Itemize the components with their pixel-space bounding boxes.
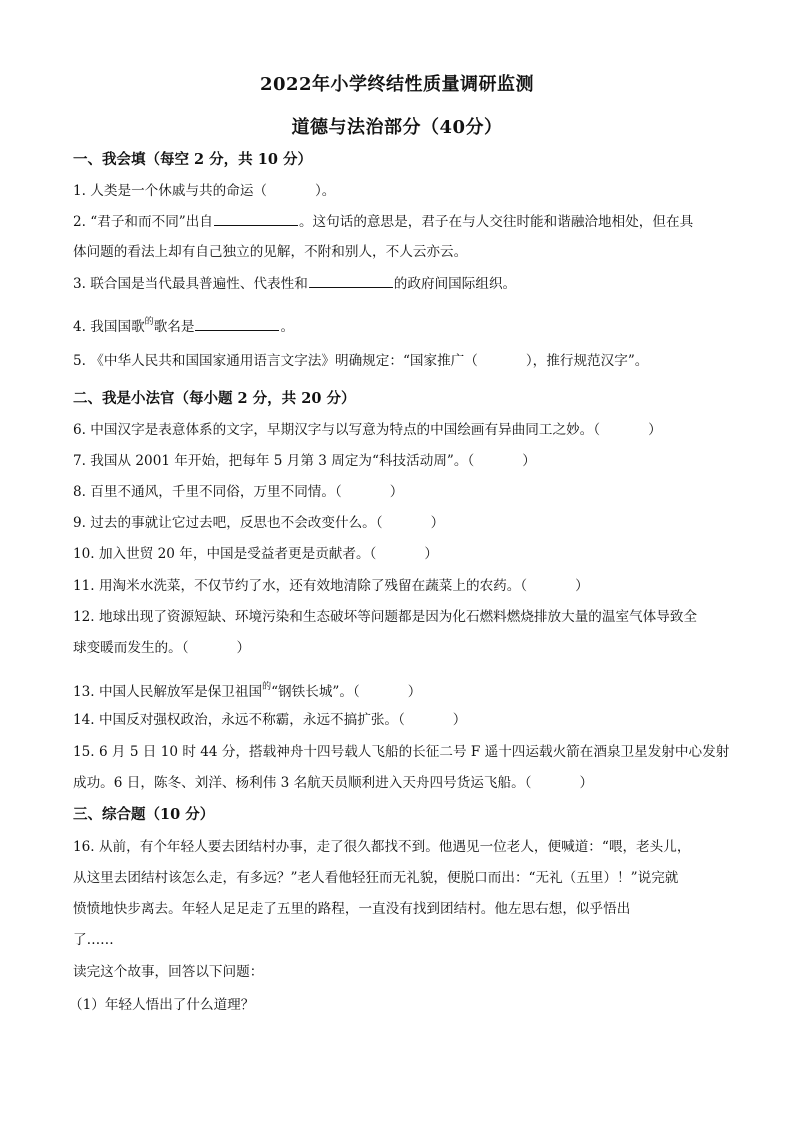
page-subtitle: 道德与法治部分（40分） [291,117,503,138]
question-12-line2: 球变暖而发生的。（ ） [73,640,251,656]
question-14: 14. 中国反对强权政治，永远不称霸，永远不搞扩张。（ ） [73,712,467,728]
question-8: 8. 百里不通风，千里不同俗，万里不同情。（ ） [73,484,404,500]
question-7: 7. 我国从 2001 年开始，把每年 5 月第 3 周定为“科技活动周”。（ ） [73,453,536,469]
question-15-line2: 成功。6 日，陈冬、刘洋、杨利伟 3 名航天员顺利进入天舟四号货运飞船。（ ） [73,775,594,791]
answer-blank [214,212,298,226]
question-5: 5. 《中华人民共和国国家通用语言文字法》明确规定：“国家推广（ ），推行规范汉字”。 [73,353,649,369]
question-3: 3. 联合国是当代最具普遍性、代表性和 的政府间国际组织。 [73,276,517,292]
question-16-sub1: （1）年轻人悟出了什么道理？ [69,997,255,1013]
question-2-line2: 体问题的看法上却有自己独立的见解，不附和别人，不人云亦云。 [73,244,468,260]
section2-heading: 二、我是小法官（每小题 2 分，共 20 分） [73,390,356,407]
question-10: 10. 加入世贸 20 年，中国是受益者更是贡献者。（ ） [73,546,438,562]
question-16-line1: 16. 从前，有个年轻人要去团结村办事，走了很久都找不到。他遇见一位老人，便喊道：“喂，老头儿， [73,839,691,855]
question-16-prompt: 读完这个故事，回答以下问题： [73,964,264,980]
question-9: 9. 过去的事就让它过去吧，反思也不会改变什么。（ ） [73,515,445,531]
answer-blank [195,317,279,331]
question-12-line1: 12. 地球出现了资源短缺、环境污染和生态破坏等问题都是因为化石燃料燃烧排放大量的温室气体导致全 [73,609,698,625]
question-1: 1. 人类是一个休戚与共的命运（ ）。 [73,183,336,199]
section1-heading: 一、我会填（每空 2 分，共 10 分） [73,151,312,168]
question-4: 4. 我国国歌$^的$歌名是 。 [73,317,295,335]
page-title: 2022年小学终结性质量调研监测 [259,74,535,95]
question-2-line1: 2. “君子和而不同”出自 。这句话的意思是，君子在与人交往时能和谐融洽地相处，但在具 [73,214,694,230]
question-16-line4: 了…… [73,932,114,948]
answer-blank [309,274,393,288]
question-16-line3: 愤愤地快步离去。年轻人足足走了五里的路程，一直没有找到团结村。他左思右想，似乎悟出 [73,901,631,917]
question-13: 13. 中国人民解放军是保卫祖国$^的$“钢铁长城”。（ ） [73,682,422,700]
question-15-line1: 15. 6 月 5 日 10 时 44 分，搭载神舟十四号载人飞船的长征二号 F 遥十四运载火箭在酒泉卫星发射中心发射 [73,744,730,760]
question-11: 11. 用淘米水洗菜，不仅节约了水，还有效地清除了残留在蔬菜上的农药。（ ） [73,578,589,594]
question-6: 6. 中国汉字是表意体系的文字，早期汉字与以写意为特点的中国绘画有异曲同工之妙。（ ） [73,422,662,438]
question-16-line2: 从这里去团结村该怎么走，有多远？”老人看他轻狂而无礼貌，便脱口而出：“无礼（五里）！”说完就 [73,870,679,886]
section3-heading: 三、综合题（10 分） [73,806,215,823]
